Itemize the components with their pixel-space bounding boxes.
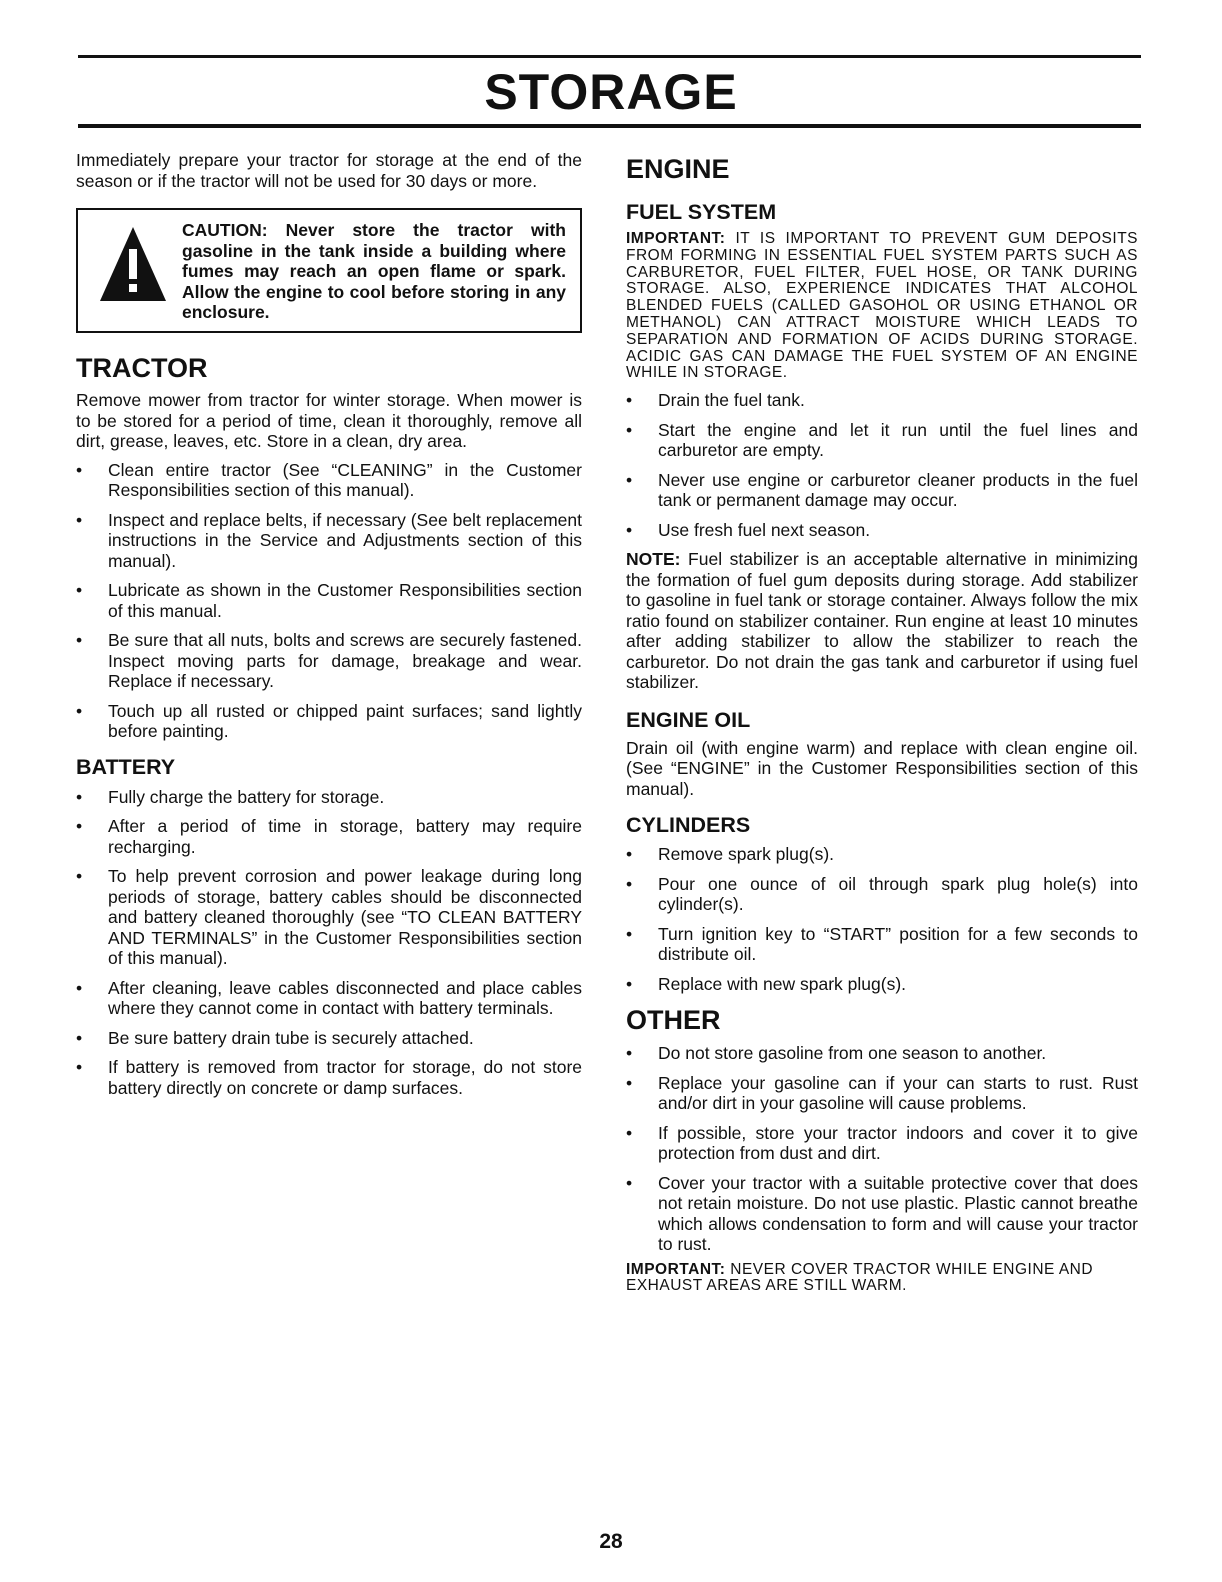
list-item: • If battery is removed from tractor for storage, do not store battery directly on concrete or damp surfaces. [76,1057,582,1098]
list-item: • Use fresh fuel next season. [626,519,871,540]
tractor-list [76,460,582,742]
list-item: • Fully charge the battery for storage. [76,786,385,807]
engine-oil-text: Drain oil (with engine warm) and replace with clean engine oil. (See “ENGINE” in the Customer Responsibilities section of this manual). [626,737,1138,799]
list-item: • Do not store gasoline from one season to another. [626,1043,1047,1064]
intro-text: Immediately prepare your tractor for storage at the end of the season or if the tractor will not be used for 30 days or more. [76,150,582,191]
list-item: • Drain the fuel tank. [626,390,805,411]
list-item: • Replace your gasoline can if your can starts to rust. Rust and/or dirt in your gasoline will cause problems. [626,1072,1138,1114]
list-item: • Replace with new spark plug(s). [626,973,907,994]
engine-oil-heading: ENGINE OIL [626,707,751,732]
list-item: • Inspect and replace belts, if necessary (See belt replacement instructions in the Service and Adjustments section of this manual). [76,509,582,571]
cylinders-list [626,844,1138,994]
page-title: STORAGE [484,64,738,120]
list-item: • Remove spark plug(s). [626,844,835,865]
right-column [626,150,1138,1295]
list-item: • Clean entire tractor (See “CLEANING” in the Customer Responsibilities section of this manual). [76,459,582,500]
battery-heading: BATTERY [76,754,176,779]
engine-heading: ENGINE [626,154,730,184]
list-item: • If possible, store your tractor indoors and cover it to give protection from dust and dirt. [626,1122,1138,1164]
tractor-body: Remove mower from tractor for winter storage. When mower is to be stored for a period of time, clean it thoroughly, remove all dirt, grease, leaves, etc. Store in a clean, dry area. [76,390,582,451]
list-item: • Be sure battery drain tube is securely attached. [76,1027,474,1048]
top-rule [78,55,1141,58]
other-heading: OTHER [626,1005,721,1036]
list-item: • Turn ignition key to “START” position for a few seconds to distribute oil. [626,923,1138,965]
list-item: • After a period of time in storage, battery may require recharging. [76,816,582,857]
cylinders-heading: CYLINDERS [626,813,751,838]
tractor-heading: TRACTOR [76,353,208,383]
other-important-text: IMPORTANT: NEVER COVER TRACTOR WHILE ENGINE AND EXHAUST AREAS ARE STILL WARM. [626,1260,1094,1295]
list-item: • Lubricate as shown in the Customer Responsibilities section of this manual. [76,580,582,621]
list-item: • Pour one ounce of oil through spark plug hole(s) into cylinder(s). [626,873,1138,915]
list-item: • Never use engine or carburetor cleaner products in the fuel tank or permanent damage may occur. [626,469,1138,511]
caution-box [76,208,582,333]
fuel-system-heading: FUEL SYSTEM [626,200,777,224]
caution-text: CAUTION: Never store the tractor with gasoline in the tank inside a building where fumes may reach an open flame or spark. Allow the engine to cool before storing in any enclosure. [182,220,566,322]
fuel-system-list [626,390,1138,540]
battery-list [76,787,582,1099]
fuel-note-text: NOTE: Fuel stabilizer is an acceptable alternative in minimizing the formation of fuel gum deposits during storage. Add stabilizer to gasoline in fuel tank or storage container. Always follow the mix ratio found on stabilizer container. Run engine at least 10 minutes after adding stabilizer to allow the stabilizer to reach the carburetor. Do not drain the gas tank and carburetor if using fuel stabilizer. [626,549,1138,693]
list-item: • Start the engine and let it run until the fuel lines and carburetor are empty. [626,419,1138,461]
list-item: • After cleaning, leave cables disconnected and place cables where they cannot come in contact with battery terminals. [76,977,582,1018]
list-item: • To help prevent corrosion and power leakage during long periods of storage, battery cables should be disconnected and battery cleaned thoroughly (see “TO CLEAN BATTERY AND TERMINALS” in the Customer Responsibilities section of this manual). [76,866,582,968]
warning-triangle-icon [98,225,168,305]
bottom-rule [78,124,1141,128]
fuel-important-text: IMPORTANT: IT IS IMPORTANT TO PREVENT GUM DEPOSITS FROM FORMING IN ESSENTIAL FUEL SYSTEM PARTS SUCH AS CARBURETOR, FUEL FILTER, FUEL HOSE, OR TANK DURING STORAGE. ALSO, EXPERIENCE INDICATES THAT ALCOHOL BLENDED FUELS (CALLED GASOHOL OR USING ETHANOL OR METHANOL) CAN ATTRACT MOISTURE WHICH LEADS TO SEPARATION AND FORMATION OF ACIDS DURING STORAGE. ACIDIC GAS CAN DAMAGE THE FUEL SYSTEM OF AN ENGINE WHILE IN STORAGE. [626,230,1138,382]
list-item: • Be sure that all nuts, bolts and screws are securely fastened. Inspect moving parts for damage, breakage and wear. Replace if necessary. [76,630,582,691]
left-column [76,150,582,1107]
list-item: • Cover your tractor with a suitable protective cover that does not retain moisture. Do not use plastic. Plastic cannot breathe which allows condensation to form and will cause your tractor to rust. [626,1172,1138,1255]
page-number: 28 [599,1530,623,1553]
list-item: • Touch up all rusted or chipped paint surfaces; sand lightly before painting. [76,700,582,741]
other-list [626,1043,1138,1255]
